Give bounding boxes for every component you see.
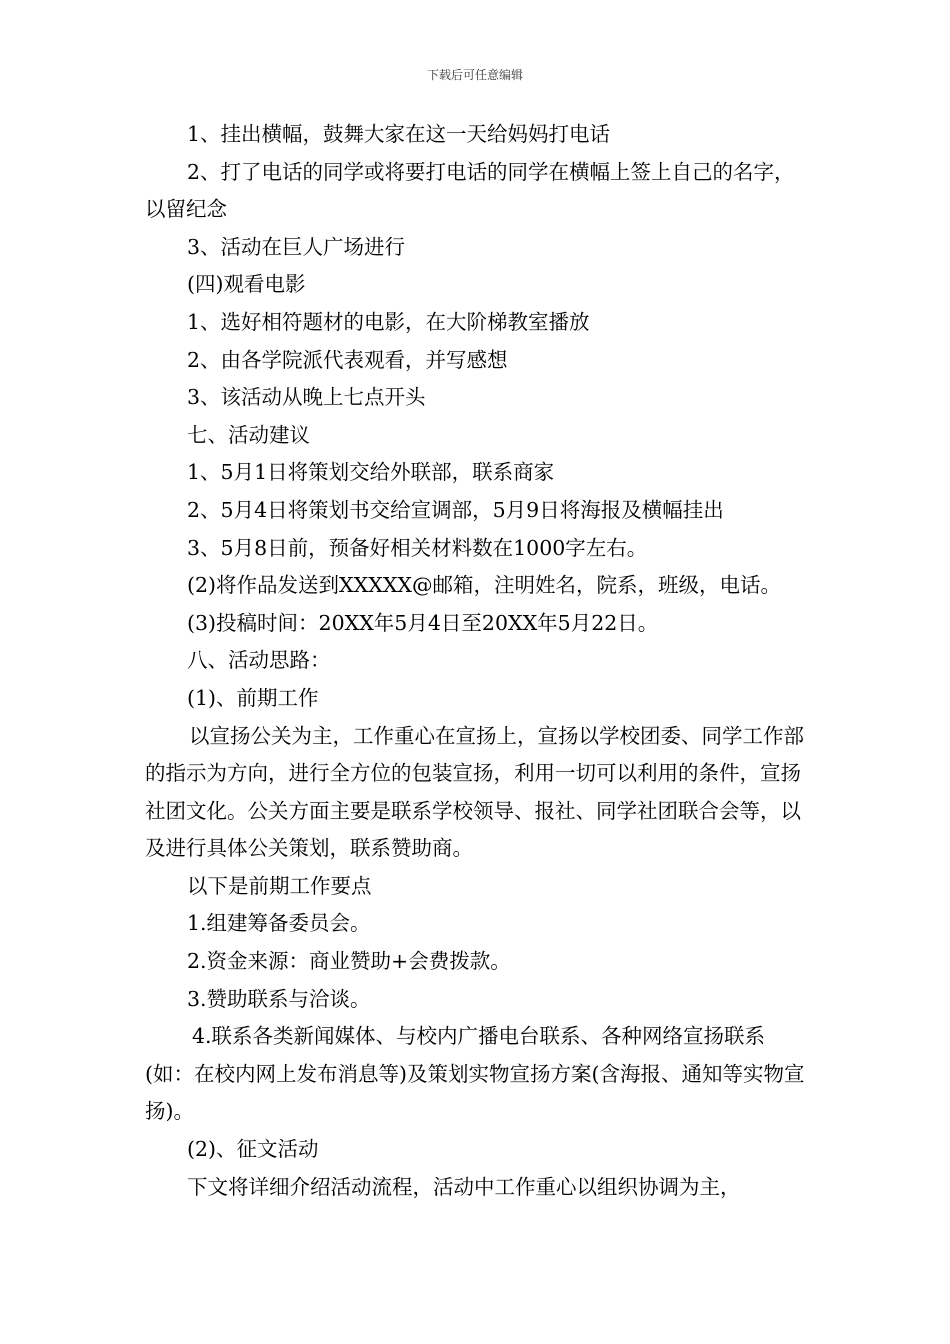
page-header: 下载后可任意编辑	[426, 68, 523, 82]
document-body	[145, 116, 809, 1206]
paragraph: 1、挂出横幅，鼓舞大家在这一天给妈妈打电话	[187, 122, 611, 146]
paragraph: (3)投稿时间：20XX年5月4日至20XX年5月22日。	[187, 610, 659, 635]
paragraph: 4.联系各类新闻媒体、与校内广播电台联系、各种网络宣扬联系(如：在校内网上发布消息等)及策划实物宣扬方案(含海报、通知等实物宣扬)。	[145, 1024, 805, 1124]
paragraph: 1.组建筹备委员会。	[187, 911, 371, 936]
paragraph: 1、5月1日将策划交给外联部，联系商家	[187, 460, 555, 485]
paragraph: 2、5月4日将策划书交给宣调部，5月9日将海报及横幅挂出	[187, 497, 724, 522]
paragraph: 八、活动思路：	[187, 648, 331, 673]
paragraph: 3、活动在巨人广场进行	[187, 234, 406, 259]
paragraph: (2)将作品发送到XXXXX@邮箱，注明姓名，院系，班级，电话。	[187, 573, 782, 598]
paragraph: 以宣扬公关为主，工作重心在宣扬上，宣扬以学校团委、同学工作部的指示为方向，进行全方位的包装宣扬，利用一切可以利用的条件，宣扬社团文化。公关方面主要是联系学校领导、报社、同学社团联合会等，以及进行具体公关策划，联系赞助商。	[145, 723, 804, 861]
paragraph: (2)、征文活动	[187, 1137, 319, 1162]
paragraph: 3、该活动从晚上七点开头	[187, 385, 426, 410]
paragraph: (四)观看电影	[187, 272, 306, 297]
paragraph: 2.资金来源：商业赞助+会费拨款。	[187, 949, 511, 974]
paragraph: 2、打了电话的同学或将要打电话的同学在横幅上签上自己的名字，以留纪念	[145, 159, 795, 222]
paragraph: 七、活动建议	[187, 422, 310, 447]
paragraph: 1、选好相符题材的电影，在大阶梯教室播放	[187, 309, 590, 334]
paragraph: 2、由各学院派代表观看，并写感想	[187, 347, 508, 372]
paragraph: 下文将详细介绍活动流程，活动中工作重心以组织协调为主，	[187, 1174, 741, 1199]
paragraph: (1)、前期工作	[187, 685, 319, 710]
paragraph: 以下是前期工作要点	[187, 873, 372, 898]
paragraph: 3.赞助联系与洽谈。	[187, 986, 371, 1011]
paragraph: 3、5月8日前，预备好相关材料数在1000字左右。	[187, 535, 648, 560]
